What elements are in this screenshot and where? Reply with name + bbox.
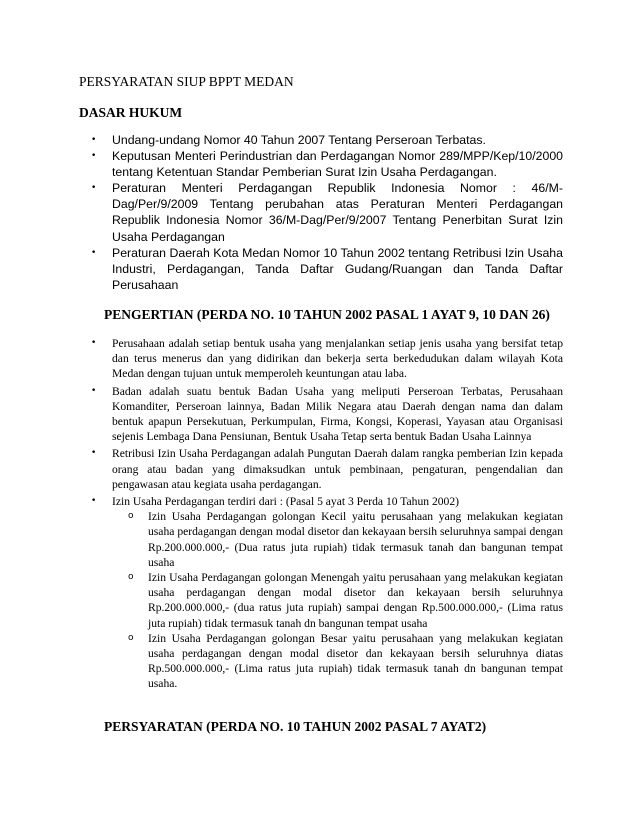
- bullet-icon: •: [91, 135, 97, 145]
- heading-dasar-hukum: DASAR HUKUM: [79, 105, 183, 120]
- sub-list-item: [112, 570, 563, 631]
- sub-list-item-text: Izin Usaha Perdagangan golongan Besar yaitu perusahaan yang melakukan kegiatan usaha perdagangan dengan modal disetor dan kekayaan bersih seluruhnya diatas Rp.500.000.000,- (Lima ratus juta rupiah) tidak termasuk tanah dn bangunan tempat usaha.: [148, 631, 563, 691]
- heading-persyaratan: PERSYARATAN (PERDA NO. 10 TAHUN 2002 PASAL 7 AYAT2): [104, 719, 487, 734]
- sub-list-item-text: Izin Usaha Perdagangan golongan Menengah yaitu perusahaan yang melakukan kegiatan usaha perdagangan dengan modal disetor dan kekayaan bersih seluruhnya Rp.200.000.000,- (dua ratus juta rupiah) sampai dengan Rp.500.000.000,- (Lima ratus juta rupiah) tidak termasuk tanah dn bangunan tempat usaha: [148, 571, 563, 630]
- bullet-icon: •: [91, 338, 97, 348]
- sub-list-item-text: Izin Usaha Perdagangan golongan Kecil yaitu perusahaan yang melakukan kegiatan usaha perdagangan dengan modal disetor dan kekayaan bersih seluruhnya sampai dengan Rp.200.000.000,- (Dua ratus juta rupiah) tidak termasuk tanah dan bangunan tempat usaha: [148, 510, 563, 569]
- list-item-text: Badan adalah suatu bentuk Badan Usaha yang meliputi Perseroan Terbatas, Perusahaan Komanditer, Perseroan lainnya, Badan Milik Negara atau Daerah dengan nama dan dalam bentuk apapun Persekutuan, Perkumpulan, Firma, Kongsi, Koperasi, Yayasan atau Organisasi sejenis Lembaga Dana Pensiunan, Bentuk Usaha Tetap serta bentuk Badan Usaha Lainnya: [112, 384, 563, 444]
- list-item-text: Peraturan Daerah Kota Medan Nomor 10 Tahun 2002 tentang Retribusi Izin Usaha Industri, Perdagangan, Tanda Daftar Gudang/Ruangan dan Tanda Daftar Perusahaan: [112, 245, 563, 292]
- sub-list-item: [112, 509, 563, 570]
- circle-bullet-icon: o: [128, 632, 134, 643]
- sub-list-item: [112, 631, 563, 692]
- list-item: [79, 132, 563, 148]
- list-item-text: Peraturan Menteri Perdagangan Republik Indonesia Nomor : 46/M-Dag/Per/9/2009 Tentang perubahan atas Peraturan Menteri Perdagangan Republik Indonesia Nomor 36/M-Dag/Per/9/2007 Tentang Penerbitan Surat Izin Usaha Perdagangan: [112, 181, 563, 244]
- circle-bullet-icon: o: [128, 511, 134, 522]
- list-item-text: Retribusi Izin Usaha Perdagangan adalah Pungutan Daerah dalam rangka pemberian Izin kepada orang atau badan yang dimaksudkan untuk pembinaan, pengaturan, pengendalian dan pengawasan atau kegiata usaha perdagangan.: [112, 447, 563, 491]
- circle-bullet-icon: o: [128, 572, 134, 583]
- bullet-icon: •: [91, 151, 97, 162]
- bullet-icon: •: [91, 448, 97, 459]
- bullet-icon: •: [91, 385, 97, 396]
- heading-pengertian: PENGERTIAN (PERDA NO. 10 TAHUN 2002 PASAL 1 AYAT 9, 10 DAN 26): [104, 307, 550, 322]
- list-item: [79, 384, 563, 445]
- list-item-text: Perusahaan adalah setiap bentuk usaha yang menjalankan setiap jenis usaha yang bersifat tetap dan terus menerus dan yang didirikan dan bekerja serta berkedudukan dalam wilayah Kota Medan dengan tujuan untuk memperoleh keuntungan atau laba.: [112, 337, 563, 381]
- list-item-text: Undang-undang Nomor 40 Tahun 2007 Tentang Perseroan Terbatas.: [112, 133, 486, 147]
- list-item: [79, 148, 563, 180]
- document-title: PERSYARATAN SIUP BPPT MEDAN: [79, 74, 294, 89]
- dasar-hukum-list: [79, 132, 563, 293]
- list-item: [79, 446, 563, 492]
- bullet-icon: •: [91, 496, 97, 507]
- list-item: [79, 336, 563, 382]
- bullet-icon: •: [91, 247, 97, 258]
- list-item: [79, 245, 563, 293]
- list-item: [79, 494, 563, 692]
- pengertian-list: [79, 336, 563, 694]
- izin-usaha-sublist: [112, 509, 563, 691]
- list-item: [79, 180, 563, 244]
- list-item-text: Izin Usaha Perdagangan terdiri dari : (Pasal 5 ayat 3 Perda 10 Tahun 2002): [112, 495, 460, 509]
- list-item-text: Keputusan Menteri Perindustrian dan Perdagangan Nomor 289/MPP/Kep/10/2000 tentang Ketentuan Standar Pemberian Surat Izin Usaha Perdagangan.: [112, 149, 563, 180]
- bullet-icon: •: [91, 183, 97, 194]
